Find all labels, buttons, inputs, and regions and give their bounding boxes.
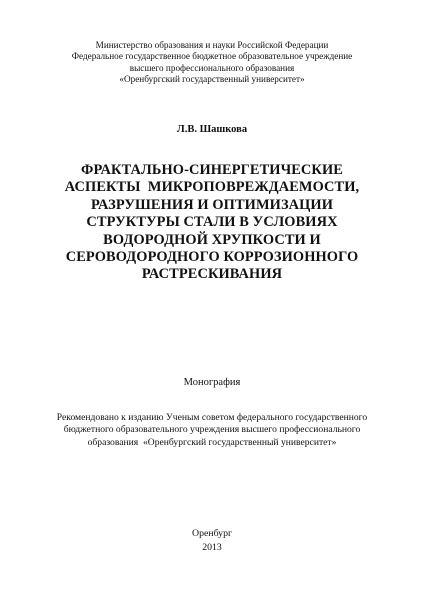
publication-city: Оренбург [192, 528, 232, 539]
title-line: СТРУКТУРЫ СТАЛИ В УСЛОВИЯХ [86, 214, 338, 231]
title-line: РАСТРЕСКИВАНИЯ [141, 266, 283, 283]
title-line: ВОДОРОДНОЙ ХРУПКОСТИ И [103, 231, 321, 248]
university-name-line: «Оренбургский государственный университет» [119, 74, 305, 85]
education-level-line: высшего профессионального образования [129, 62, 295, 73]
institution-type-line: Федеральное государственное бюджетное образовательное учреждение [71, 51, 353, 62]
recommendation-line: образования «Оренбургский государственный университет» [87, 436, 337, 448]
publisher-header [0, 40, 424, 86]
title-line: ФРАКТАЛЬНО-СИНЕРГЕТИЧЕСКИЕ [81, 162, 343, 178]
ministry-line: Министерство образования и науки Российской Федерации [95, 40, 329, 50]
title-line: РАЗРУШЕНИЯ И ОПТИМИЗАЦИИ [90, 196, 334, 213]
title-line: АСПЕКТЫ МИКРОПОВРЕЖДАЕМОСТИ, [64, 179, 360, 196]
publication-year: 2013 [202, 542, 222, 553]
book-title [0, 162, 424, 284]
recommendation-line: Рекомендовано к изданию Ученым советом федерального государственного [56, 412, 368, 423]
author-name: Л.В. Шашкова [176, 124, 248, 135]
recommendation-line: бюджетного образовательного учреждения высшего профессионального [63, 424, 361, 436]
title-line: СЕРОВОДОРОДНОГО КОРРОЗИОННОГО [65, 249, 359, 266]
recommendation-note [0, 412, 424, 449]
publication-genre: Монография [183, 377, 241, 388]
